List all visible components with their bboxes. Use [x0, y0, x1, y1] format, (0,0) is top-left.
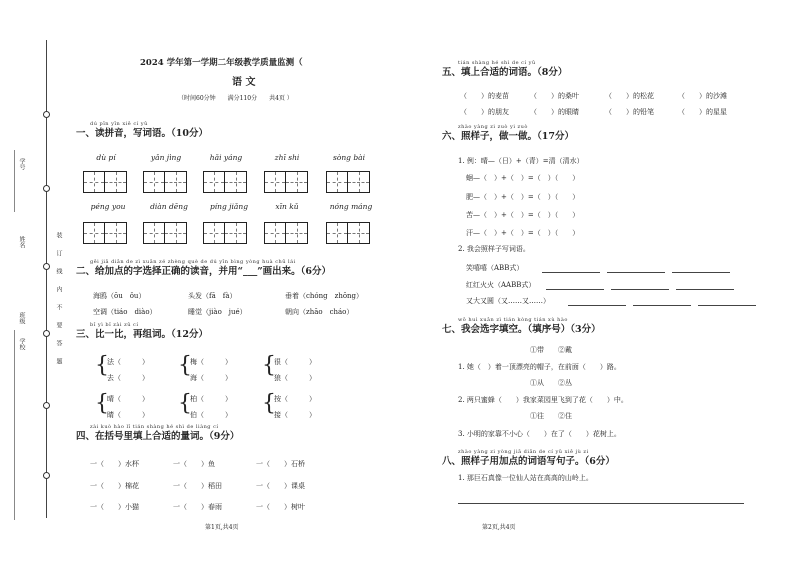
answer-line[interactable]	[633, 305, 691, 306]
writing-grid[interactable]	[143, 171, 187, 193]
compare-word[interactable]: 柏（ ）	[190, 395, 232, 403]
writing-grid[interactable]	[326, 171, 370, 193]
choice-options: ①从 ②丛	[530, 379, 572, 387]
pattern-label: 笑嘻嘻（ABB式）	[466, 264, 524, 272]
seal-char: 不	[55, 304, 62, 310]
choice-options: ①往 ②住	[530, 412, 572, 420]
answer-line[interactable]	[607, 272, 665, 273]
reading-choice[interactable]: 空调（tiáo diào）	[93, 308, 157, 316]
section-1-title: 一、读拼音，写词语。（10分）	[76, 128, 208, 139]
reading-choice[interactable]: 海鸥（ōu ǒu）	[93, 292, 146, 300]
fill-word-item[interactable]: （ ）的星星	[678, 108, 727, 116]
reading-choice[interactable]: 睡觉（jiào jué）	[188, 308, 247, 316]
fill-word-item[interactable]: （ ）的桑叶	[530, 92, 579, 100]
question-text[interactable]: 1. 她（ ）着一顶漂亮的帽子，在前面（ ）路。	[458, 363, 621, 371]
seal-char: 内	[55, 286, 62, 292]
section-pinyin: tián shàng hé shì de cí yǔ	[458, 60, 536, 66]
class-label: 班级	[18, 312, 25, 324]
measure-word-item[interactable]: 一（ ）树叶	[256, 503, 305, 511]
measure-word-item[interactable]: 一（ ）石桥	[256, 460, 305, 468]
example-line: 1. 例：晴—（日）+（青）=清（清水）	[458, 157, 584, 165]
seal-char: 要	[55, 322, 62, 328]
char-split-line[interactable]: 汗—（ ）+（ ）=（ ）（ ）	[466, 229, 580, 237]
page-number-left: 第1页,共4页	[205, 524, 239, 531]
student-id-label: 学号	[18, 158, 25, 170]
measure-word-item[interactable]: 一（ ）稻田	[173, 482, 222, 490]
name-label: 姓名	[18, 236, 25, 248]
section-pinyin: dú pīn yīn xiě cí yǔ	[90, 121, 148, 127]
page-number-right: 第2页,共4页	[482, 524, 516, 531]
compare-word[interactable]: 法（ ）	[107, 358, 149, 366]
question-text: 2. 我会照样子写词语。	[458, 245, 530, 253]
answer-line[interactable]	[568, 305, 626, 306]
writing-grid[interactable]	[143, 222, 187, 244]
pinyin-prompt: sòng bài	[332, 153, 366, 162]
measure-word-item[interactable]: 一（ ）棉花	[90, 482, 139, 490]
section-pinyin: zhào yàng zi zuò yi zuò	[458, 124, 528, 130]
binding-hole	[43, 402, 50, 409]
pinyin-prompt: nóng máng	[329, 202, 373, 211]
compare-word[interactable]: 梅（ ）	[190, 358, 232, 366]
writing-grid[interactable]	[83, 171, 127, 193]
question-text[interactable]: 3. 小明的家靠不小心（ ）在了（ ）花树上。	[458, 430, 621, 438]
answer-line[interactable]	[542, 272, 600, 273]
fill-word-item[interactable]: （ ）的眼睛	[530, 108, 579, 116]
school-label: 学校	[18, 338, 25, 350]
measure-word-item[interactable]: 一（ ）小猫	[90, 503, 139, 511]
writing-grid[interactable]	[203, 222, 247, 244]
question-text: 1. 那巨石真像一位仙人站在高高的山岭上。	[458, 474, 593, 482]
pinyin-prompt: xīn kǔ	[275, 202, 299, 211]
compare-word[interactable]: 按（ ）	[274, 395, 316, 403]
seal-char: 答	[55, 340, 62, 346]
answer-line[interactable]	[611, 289, 669, 290]
compare-word[interactable]: 伯（ ）	[190, 411, 232, 419]
section-pinyin: zài kuò hào lǐ tián shàng hé shì de liàng cí	[90, 424, 219, 430]
pinyin-prompt: yǎn jìng	[150, 153, 182, 162]
section-pinyin: zhào yàng zi yòng jiā diǎn de cí yǔ xiě jù zi	[458, 449, 589, 455]
fill-word-item[interactable]: （ ）的松花	[605, 92, 654, 100]
compare-word[interactable]: 接（ ）	[274, 411, 316, 419]
fill-word-item[interactable]: （ ）的朋友	[460, 108, 509, 116]
section-pinyin: gěi jiā diǎn de zì xuǎn zé zhèng què de dú yīn bìng yòng huà chū lái	[90, 259, 296, 265]
field-line	[14, 150, 15, 212]
section-5-title: 五、填上合适的词语。（8分）	[442, 67, 568, 78]
exam-info: （时间60分钟 满分110分 共4页 ）	[178, 95, 293, 102]
subject-title: 语 文	[232, 77, 256, 88]
brace: {	[262, 391, 276, 416]
binding-hole	[43, 330, 50, 337]
answer-line[interactable]	[672, 272, 730, 273]
compare-word[interactable]: 很（ ）	[274, 358, 316, 366]
answer-line[interactable]	[698, 305, 756, 306]
brace: {	[95, 391, 109, 416]
writing-grid[interactable]	[264, 222, 308, 244]
measure-word-item[interactable]: 一（ ）水杯	[90, 460, 139, 468]
pinyin-prompt: dù pí	[96, 153, 116, 162]
pinyin-prompt: diàn dēng	[150, 202, 188, 211]
compare-word[interactable]: 去（ ）	[107, 374, 149, 382]
binding-hole	[43, 111, 50, 118]
writing-grid[interactable]	[326, 222, 370, 244]
compare-word[interactable]: 睛（ ）	[107, 411, 149, 419]
section-2-title: 二、给加点的字选择正确的读音，并用“___”画出来。（6分）	[76, 266, 332, 277]
seal-char: 装	[55, 232, 62, 238]
section-pinyin: bǐ yì bǐ zài zǔ cí	[90, 322, 139, 328]
seal-char: 线	[55, 268, 62, 274]
exam-title: 2024 学年第一学期二年级教学质量监测（	[140, 58, 303, 68]
measure-word-item[interactable]: 一（ ）课桌	[256, 482, 305, 490]
measure-word-item[interactable]: 一（ ）春雨	[173, 503, 222, 511]
compare-word[interactable]: 晴（ ）	[107, 395, 149, 403]
section-pinyin: wǒ huì xuǎn zì tián kòng tián xù hào	[458, 317, 568, 323]
reading-choice[interactable]: 朝向（zhāo cháo）	[285, 308, 354, 316]
brace: {	[178, 391, 192, 416]
binding-hole	[43, 263, 50, 270]
section-3-title: 三、比一比，再组词。（12分）	[76, 329, 208, 340]
char-split-line[interactable]: 蛔—（ ）+（ ）=（ ）（ ）	[466, 174, 580, 182]
pinyin-prompt: péng you	[90, 202, 126, 211]
fill-word-item[interactable]: （ ）的麦苗	[460, 92, 509, 100]
section-6-title: 六、照样子，做一做。（17分）	[442, 131, 574, 142]
fill-word-item[interactable]: （ ）的沙滩	[678, 92, 727, 100]
brace: {	[95, 353, 109, 378]
pinyin-prompt: hǎi yáng	[209, 153, 243, 162]
pinyin-prompt: zhī shi	[274, 153, 300, 162]
writing-grid[interactable]	[264, 171, 308, 193]
reading-choice[interactable]: 垂着（chóng zhōng）	[285, 292, 364, 300]
answer-line[interactable]	[546, 289, 604, 290]
compare-word[interactable]: 狼（ ）	[274, 374, 316, 382]
answer-line[interactable]	[676, 289, 734, 290]
char-split-line[interactable]: 肥—（ ）+（ ）=（ ）（ ）	[466, 193, 580, 201]
brace: {	[178, 353, 192, 378]
choice-options: ①带 ②戴	[530, 346, 572, 354]
seal-char: 题	[55, 358, 62, 364]
section-8-title: 八、照样子用加点的词语写句子。（6分）	[442, 456, 615, 467]
reading-choice[interactable]: 头发（fā fà）	[188, 292, 237, 300]
measure-word-item[interactable]: 一（ ）鱼	[173, 460, 215, 468]
pinyin-prompt: píng jiǎng	[209, 202, 249, 211]
binding-hole	[43, 185, 50, 192]
field-line	[14, 330, 15, 520]
binding-hole	[43, 472, 50, 479]
seal-char: 订	[55, 250, 62, 256]
compare-word[interactable]: 海（ ）	[190, 374, 232, 382]
brace: {	[262, 353, 276, 378]
fill-word-item[interactable]: （ ）的铅笔	[605, 108, 654, 116]
pattern-label: 又大又圆（又……又……）	[466, 297, 550, 305]
answer-line[interactable]	[458, 503, 744, 504]
writing-grid[interactable]	[203, 171, 247, 193]
question-text[interactable]: 2. 两只蜜蜂（ ）我家菜园里飞到了花（ ）中。	[458, 396, 628, 404]
section-7-title: 七、我会选字填空。（填序号）（3分）	[442, 324, 601, 335]
writing-grid[interactable]	[83, 222, 127, 244]
char-split-line[interactable]: 苦—（ ）+（ ）=（ ）（ ）	[466, 211, 580, 219]
section-4-title: 四、在括号里填上合适的量词。（9分）	[76, 431, 240, 442]
pattern-label: 红红火火（AABB式）	[466, 281, 536, 289]
